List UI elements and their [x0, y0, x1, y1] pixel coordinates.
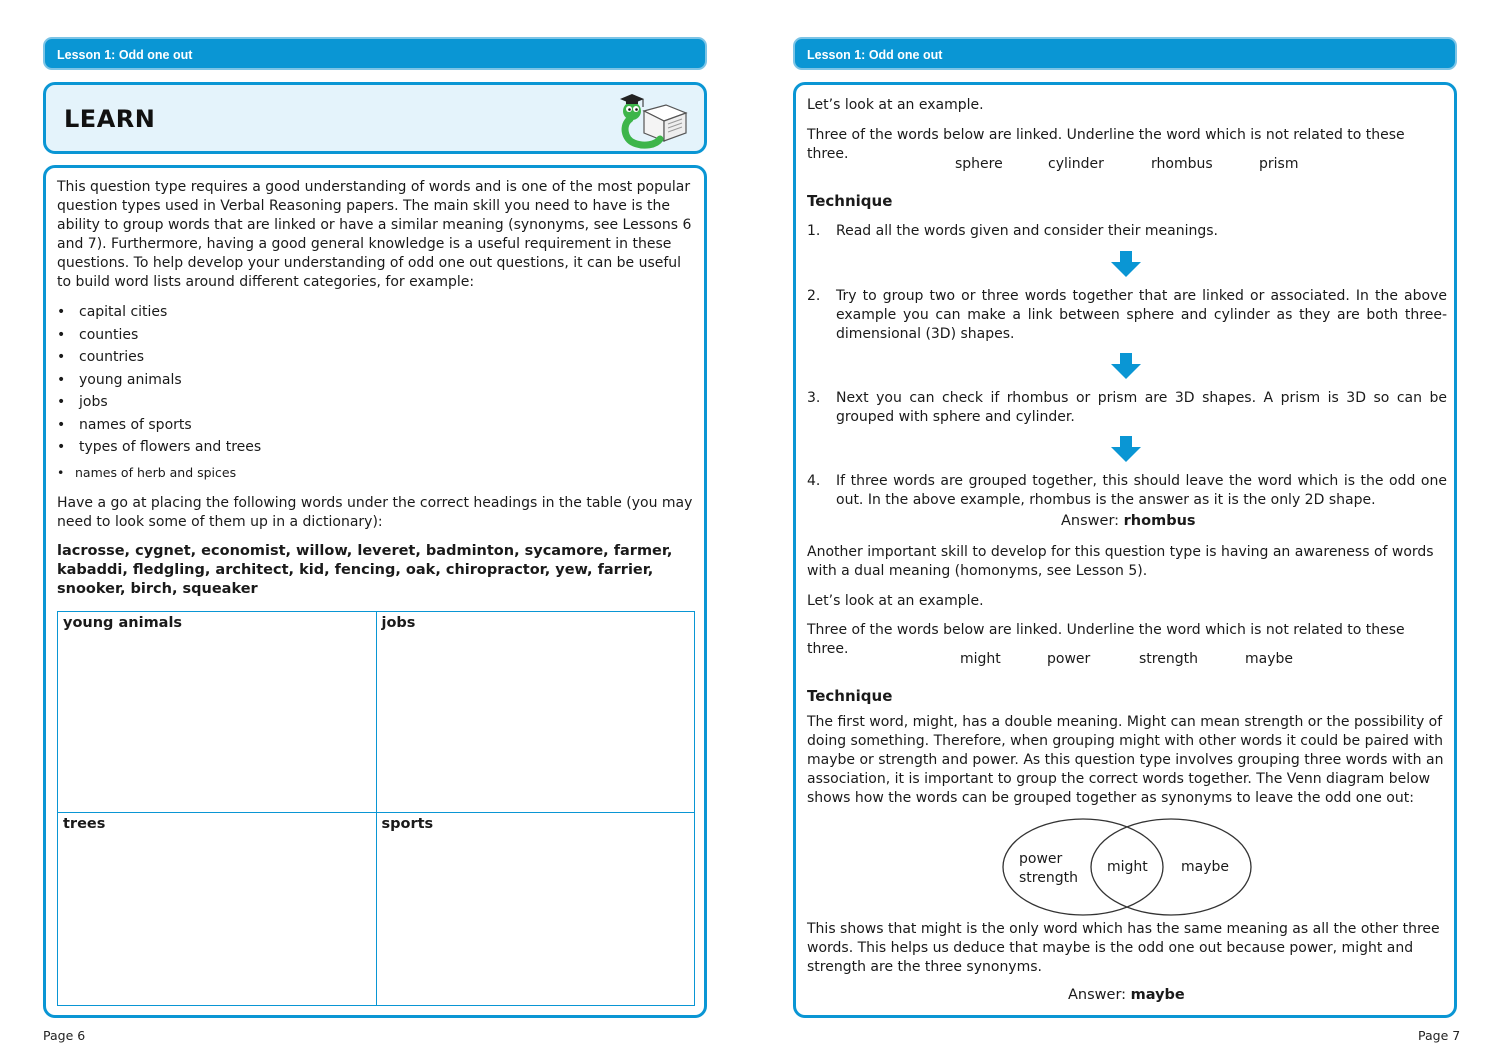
list-item: • names of herb and spices	[57, 465, 457, 488]
lesson-header-right	[793, 37, 1457, 70]
down-arrow-icon	[1111, 436, 1141, 462]
step-number: 3.	[807, 390, 821, 406]
dual-meaning-paragraph: Another important skill to develop for this question type is having an awareness of words with a dual meaning (homonyms, see Lesson 5).	[807, 544, 1434, 579]
step-text: If three words are grouped together, this should leave the word which is the odd one out. In the above example, rhombus is the answer as it is the only 2D shape.	[836, 473, 1447, 508]
list-item: • names of sports	[57, 417, 457, 440]
down-arrow-icon	[1111, 353, 1141, 379]
list-item: • jobs	[57, 394, 457, 417]
answer-label: Answer:	[1061, 513, 1120, 529]
step-2	[807, 287, 1447, 344]
example-instruction: Three of the words below are linked. Underline the word which is not related to these three.	[807, 127, 1405, 162]
table-cell-young-animals[interactable]: young animals	[58, 612, 377, 813]
table-cell-sports[interactable]: sports	[376, 813, 695, 1006]
venn-left-word-1: power	[1019, 851, 1063, 867]
list-item: • countries	[57, 349, 457, 372]
word-prism: prism	[1259, 156, 1299, 172]
word-maybe: maybe	[1245, 651, 1294, 667]
page-number-right: Page 7	[1418, 1028, 1461, 1043]
technique-heading: Technique	[807, 192, 893, 210]
instruction-paragraph: Have a go at placing the following words under the correct headings in the table (you may need to look some of them up in a dictionary):	[57, 495, 693, 530]
word-list: lacrosse, cygnet, economist, willow, leveret, badminton, sycamore, farmer, kabaddi, fledgling, architect, kid, fencing, oak, chiropractor, yew, farrier, snooker, birch, squeaker	[57, 543, 673, 597]
answer-value: rhombus	[1123, 513, 1196, 529]
answer-value: maybe	[1130, 987, 1185, 1003]
step-number: 4.	[807, 473, 821, 489]
category-list	[57, 304, 457, 487]
example-intro: Let’s look at an example.	[807, 97, 984, 113]
answer-1	[1061, 513, 1196, 529]
venn-left-word-2: strength	[1019, 870, 1078, 886]
bookworm-mascot-icon	[612, 89, 692, 149]
table-cell-trees[interactable]: trees	[58, 813, 377, 1006]
technique-heading-2: Technique	[807, 687, 893, 705]
step-number: 2.	[807, 288, 821, 304]
step-text: Next you can check if rhombus or prism are 3D shapes. A prism is 3D so can be grouped with sphere and cylinder.	[836, 390, 1447, 425]
word-power: power	[1047, 651, 1091, 667]
example-instruction-2: Three of the words below are linked. Underline the word which is not related to these three.	[807, 622, 1405, 657]
step-3	[807, 389, 1447, 427]
learn-banner	[43, 82, 707, 154]
list-item: • capital cities	[57, 304, 457, 327]
word-might: might	[960, 651, 1001, 667]
step-4	[807, 472, 1447, 510]
step-number: 1.	[807, 223, 821, 239]
word-sphere: sphere	[955, 156, 1003, 172]
down-arrow-icon	[1111, 251, 1141, 277]
answer-label: Answer:	[1068, 987, 1127, 1003]
learn-title: LEARN	[64, 105, 156, 133]
word-cylinder: cylinder	[1048, 156, 1104, 172]
lesson-label: Lesson 1: Odd one out	[57, 48, 193, 62]
technique-paragraph: The first word, might, has a double meaning. Might can mean strength or the possibility of doing something. Therefore, when grouping might with other words it could be paired with maybe or strength and power. As this question type involves grouping three words with an association, it is important to group the correct words together. The Venn diagram below shows how the words can be grouped together as synonyms to leave the odd one out:	[807, 714, 1444, 806]
lesson-label: Lesson 1: Odd one out	[807, 48, 943, 62]
venn-diagram	[1001, 817, 1253, 919]
learn-content-box	[43, 165, 707, 1018]
word-rhombus: rhombus	[1151, 156, 1213, 172]
table-cell-jobs[interactable]: jobs	[376, 612, 695, 813]
venn-right-word: maybe	[1181, 859, 1230, 875]
example-intro-2: Let’s look at an example.	[807, 593, 984, 609]
intro-paragraph: This question type requires a good understanding of words and is one of the most popular question types used in Verbal Reasoning papers. The main skill you need to have is the ability to group words that are linked or have a similar meaning (synonyms, see Lessons 6 and 7). Furthermore, having a good general knowledge is a useful requirement in these questions. To help develop your understanding of odd one out questions, it can be useful to build word lists around different categories, for example:	[57, 179, 692, 290]
list-item: • young animals	[57, 372, 457, 395]
lesson-header-left	[43, 37, 707, 70]
page-number-left: Page 6	[43, 1028, 86, 1043]
answer-2	[1068, 987, 1185, 1003]
example-content-box	[793, 82, 1457, 1018]
list-item: • counties	[57, 327, 457, 350]
list-item: • types of flowers and trees	[57, 439, 457, 462]
step-text: Read all the words given and consider their meanings.	[836, 223, 1218, 239]
step-1	[807, 222, 1447, 241]
venn-center-word: might	[1107, 859, 1148, 875]
category-table	[57, 611, 695, 1006]
word-strength: strength	[1139, 651, 1198, 667]
conclusion-paragraph: This shows that might is the only word which has the same meaning as all the other three words. This helps us deduce that maybe is the odd one out because power, might and strength are the three synonyms.	[807, 921, 1440, 975]
step-text: Try to group two or three words together that are linked or associated. In the above example you can make a link between sphere and cylinder as they are both three-dimensional (3D) shapes.	[836, 288, 1447, 342]
